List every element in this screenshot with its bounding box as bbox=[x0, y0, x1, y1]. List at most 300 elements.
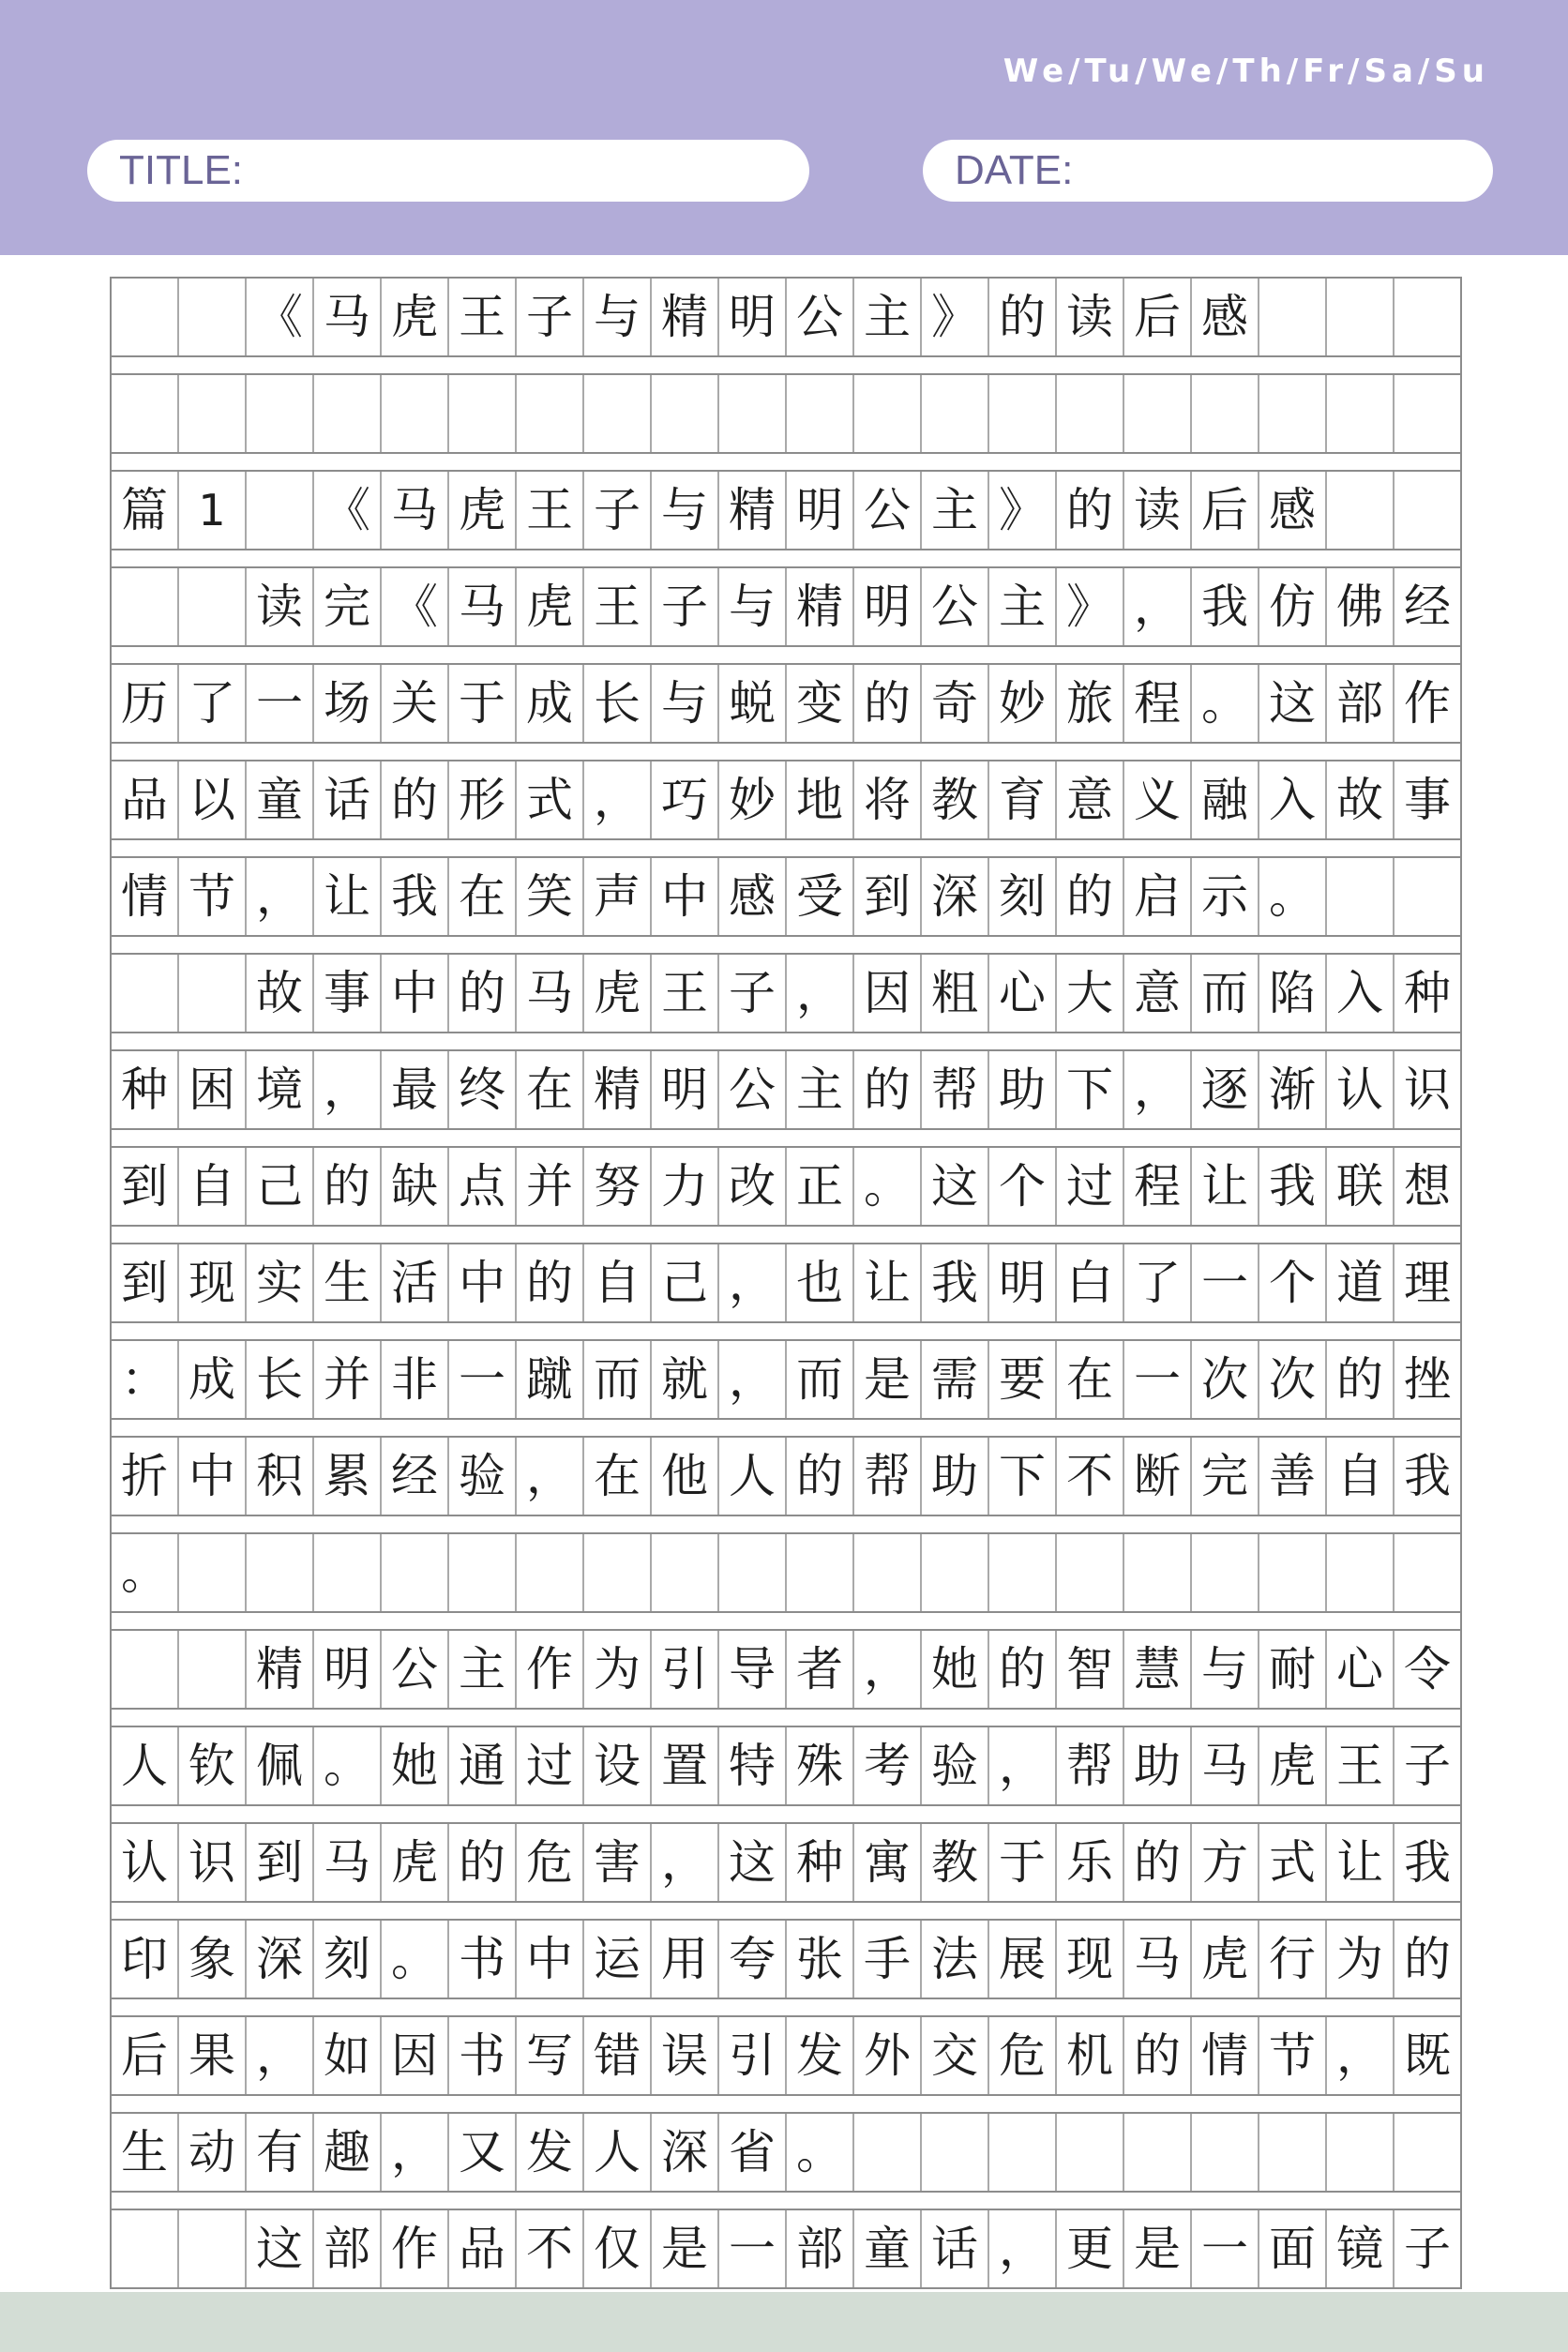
text-line bbox=[111, 471, 1461, 550]
grid-char: 马 bbox=[324, 290, 370, 344]
grid-char: ， bbox=[864, 1642, 911, 1696]
grid-char: 因 bbox=[391, 2028, 438, 2083]
grid-char: 《 bbox=[391, 580, 438, 634]
grid-char: 印 bbox=[121, 1932, 168, 1986]
grid-char: 的 bbox=[1066, 869, 1113, 924]
grid-char: 一 bbox=[256, 676, 303, 731]
grid-char: 设 bbox=[594, 1739, 641, 1793]
grid-char: 累 bbox=[324, 1449, 370, 1503]
grid-char: 中 bbox=[526, 1932, 573, 1986]
grid-char: 子 bbox=[729, 966, 776, 1020]
grid-char: 是 bbox=[864, 1352, 911, 1407]
grid-char: 发 bbox=[526, 2125, 573, 2179]
grid-char: 刻 bbox=[324, 1932, 370, 1986]
grid-char: 折 bbox=[121, 1449, 168, 1503]
grid-char: 运 bbox=[594, 1932, 641, 1986]
grid-char: 节 bbox=[1269, 2028, 1316, 2083]
grid-char: 的 bbox=[459, 966, 505, 1020]
grid-char: 教 bbox=[931, 1835, 978, 1890]
grid-char: 我 bbox=[1404, 1835, 1451, 1890]
grid-char: 省 bbox=[729, 2125, 776, 2179]
grid-char: ， bbox=[661, 1835, 708, 1890]
grid-char bbox=[246, 471, 313, 550]
grid-char: 读 bbox=[256, 580, 303, 634]
grid-char: 后 bbox=[1134, 290, 1181, 344]
grid-char: 写 bbox=[526, 2028, 573, 2083]
grid-char: 有 bbox=[256, 2125, 303, 2179]
grid-char: 活 bbox=[391, 1256, 438, 1310]
grid-char: 。 bbox=[391, 1932, 438, 1986]
grid-char: 特 bbox=[729, 1739, 776, 1793]
grid-char: ， bbox=[999, 2222, 1046, 2276]
grid-char: 虎 bbox=[391, 290, 438, 344]
grid-char: 王 bbox=[594, 580, 641, 634]
grid-char: 她 bbox=[931, 1642, 978, 1696]
grid-char: 我 bbox=[1269, 1159, 1316, 1214]
grid-char: 笑 bbox=[526, 869, 573, 924]
grid-char: 的 bbox=[324, 1159, 370, 1214]
grid-char: 公 bbox=[796, 290, 843, 344]
grid-char: 的 bbox=[1336, 1352, 1383, 1407]
grid-char: 子 bbox=[594, 483, 641, 537]
grid-char: 夸 bbox=[729, 1932, 776, 1986]
grid-char: 这 bbox=[729, 1835, 776, 1890]
grid-char: 的 bbox=[864, 676, 911, 731]
grid-char: 帮 bbox=[864, 1449, 911, 1503]
grid-char: 既 bbox=[1404, 2028, 1451, 2083]
grid-char: 力 bbox=[661, 1159, 708, 1214]
grid-char: 行 bbox=[1269, 1932, 1316, 1986]
grid-char: 明 bbox=[324, 1642, 370, 1696]
grid-char: 童 bbox=[864, 2222, 911, 2276]
grid-char: 事 bbox=[324, 966, 370, 1020]
grid-char: 历 bbox=[121, 676, 168, 731]
grid-char: 书 bbox=[459, 2028, 505, 2083]
grid-char: 到 bbox=[864, 869, 911, 924]
grid-char: 部 bbox=[324, 2222, 370, 2276]
grid-char: 虎 bbox=[526, 580, 573, 634]
grid-char: 妙 bbox=[729, 773, 776, 827]
grid-char: ， bbox=[391, 2125, 438, 2179]
text-line bbox=[111, 1437, 1461, 1515]
grid-char: ， bbox=[999, 1739, 1046, 1793]
grid-char: 断 bbox=[1134, 1449, 1181, 1503]
grid-char: 仿 bbox=[1269, 580, 1316, 634]
grid-char: 子 bbox=[661, 580, 708, 634]
grid-char: 与 bbox=[1201, 1642, 1248, 1696]
grid-char: 情 bbox=[1201, 2028, 1248, 2083]
grid-char: 让 bbox=[1336, 1835, 1383, 1890]
grid-char: ， bbox=[729, 1256, 776, 1310]
grid-char: 用 bbox=[661, 1932, 708, 1986]
grid-char: 程 bbox=[1134, 1159, 1181, 1214]
text-line bbox=[111, 1147, 1461, 1226]
grid-char: 虎 bbox=[594, 966, 641, 1020]
grid-char: 变 bbox=[796, 676, 843, 731]
grid-char: 作 bbox=[391, 2222, 438, 2276]
text-line bbox=[111, 278, 1461, 356]
grid-char: 品 bbox=[459, 2222, 505, 2276]
grid-char: 镜 bbox=[1336, 2222, 1383, 2276]
grid-char: 意 bbox=[1066, 773, 1113, 827]
grid-char: 粗 bbox=[931, 966, 978, 1020]
grid-char: 明 bbox=[999, 1256, 1046, 1310]
weekday-selector: We/Tu/We/Th/Fr/Sa/Su bbox=[1003, 53, 1489, 90]
grid-char: 与 bbox=[729, 580, 776, 634]
grid-char: 经 bbox=[1404, 580, 1451, 634]
grid-char: 想 bbox=[1404, 1159, 1451, 1214]
grid-char: 马 bbox=[459, 580, 505, 634]
grid-char: 就 bbox=[661, 1352, 708, 1407]
grid-char bbox=[111, 954, 178, 1033]
grid-char: 了 bbox=[188, 676, 235, 731]
grid-char: 大 bbox=[1066, 966, 1113, 1020]
text-line bbox=[111, 567, 1461, 646]
grid-char: 我 bbox=[1404, 1449, 1451, 1503]
grid-char: 在 bbox=[594, 1449, 641, 1503]
grid-char: 与 bbox=[661, 676, 708, 731]
grid-char: 马 bbox=[526, 966, 573, 1020]
grid-char: ， bbox=[1336, 2028, 1383, 2083]
grid-char: 帮 bbox=[931, 1063, 978, 1117]
grid-char: 的 bbox=[1066, 483, 1113, 537]
grid-char: 果 bbox=[188, 2028, 235, 2083]
grid-char: ， bbox=[256, 869, 303, 924]
text-line bbox=[111, 1823, 1461, 1902]
grid-char: 地 bbox=[796, 773, 843, 827]
text-line bbox=[111, 1630, 1461, 1709]
grid-char: 。 bbox=[1269, 869, 1316, 924]
grid-char: 马 bbox=[1134, 1932, 1181, 1986]
grid-char: 》 bbox=[1066, 580, 1113, 634]
grid-char: 蜕 bbox=[729, 676, 776, 731]
grid-char: 逐 bbox=[1201, 1063, 1248, 1117]
grid-char: 错 bbox=[594, 2028, 641, 2083]
grid-char: 事 bbox=[1404, 773, 1451, 827]
grid-char: 公 bbox=[391, 1642, 438, 1696]
grid-char: 慧 bbox=[1134, 1642, 1181, 1696]
grid-char: 故 bbox=[256, 966, 303, 1020]
grid-char bbox=[178, 2209, 246, 2288]
grid-char: 种 bbox=[796, 1835, 843, 1890]
title-label: TITLE: bbox=[119, 147, 244, 193]
grid-char: 明 bbox=[864, 580, 911, 634]
grid-char: 又 bbox=[459, 2125, 505, 2179]
grid-char: 示 bbox=[1201, 869, 1248, 924]
grid-char: 智 bbox=[1066, 1642, 1113, 1696]
grid-char: 主 bbox=[459, 1642, 505, 1696]
grid-char: 明 bbox=[796, 483, 843, 537]
grid-char: 需 bbox=[931, 1352, 978, 1407]
grid-char: 1 bbox=[198, 485, 226, 535]
grid-char: 我 bbox=[931, 1256, 978, 1310]
grid-char: 不 bbox=[1066, 1449, 1113, 1503]
grid-char: 认 bbox=[121, 1835, 168, 1890]
grid-char: 篇 bbox=[121, 483, 168, 537]
grid-char: 的 bbox=[796, 1449, 843, 1503]
grid-char: 的 bbox=[1134, 1835, 1181, 1890]
grid-char: 读 bbox=[1134, 483, 1181, 537]
grid-char: 陷 bbox=[1269, 966, 1316, 1020]
text-line bbox=[111, 2113, 1461, 2192]
grid-char: 入 bbox=[1336, 966, 1383, 1020]
grid-char: 虎 bbox=[391, 1835, 438, 1890]
grid-char: 仅 bbox=[594, 2222, 641, 2276]
grid-char: 一 bbox=[729, 2222, 776, 2276]
grid-char: 》 bbox=[931, 290, 978, 344]
grid-char: 公 bbox=[931, 580, 978, 634]
grid-char: 道 bbox=[1336, 1256, 1383, 1310]
grid-char: 》 bbox=[999, 483, 1046, 537]
grid-char: 现 bbox=[1066, 1932, 1113, 1986]
grid-char: 子 bbox=[1404, 2222, 1451, 2276]
grid-char: 法 bbox=[931, 1932, 978, 1986]
grid-char: ， bbox=[1134, 1063, 1181, 1117]
grid-char: 在 bbox=[459, 869, 505, 924]
grid-char: 识 bbox=[1404, 1063, 1451, 1117]
grid-char: 认 bbox=[1336, 1063, 1383, 1117]
grid-char: 深 bbox=[661, 2125, 708, 2179]
grid-char: 义 bbox=[1134, 773, 1181, 827]
text-line bbox=[111, 1340, 1461, 1419]
grid-char: 最 bbox=[391, 1063, 438, 1117]
grid-char: 为 bbox=[594, 1642, 641, 1696]
grid-char: 而 bbox=[594, 1352, 641, 1407]
grid-char: 子 bbox=[526, 290, 573, 344]
grid-char: 让 bbox=[864, 1256, 911, 1310]
grid-char: 感 bbox=[729, 869, 776, 924]
grid-char: 中 bbox=[391, 966, 438, 1020]
grid-char: 象 bbox=[188, 1932, 235, 1986]
grid-char: 让 bbox=[324, 869, 370, 924]
grid-char: 如 bbox=[324, 2028, 370, 2083]
grid-char: 己 bbox=[661, 1256, 708, 1310]
grid-char: 情 bbox=[121, 869, 168, 924]
grid-char: 为 bbox=[1336, 1932, 1383, 1986]
grid-char: 部 bbox=[1336, 676, 1383, 731]
grid-char: 感 bbox=[1269, 483, 1316, 537]
grid-char: 育 bbox=[999, 773, 1046, 827]
grid-char: 深 bbox=[256, 1932, 303, 1986]
grid-char: 自 bbox=[188, 1159, 235, 1214]
grid-char: 精 bbox=[796, 580, 843, 634]
grid-char: 置 bbox=[661, 1739, 708, 1793]
grid-char: 而 bbox=[1201, 966, 1248, 1020]
grid-char: 精 bbox=[729, 483, 776, 537]
grid-char: 启 bbox=[1134, 869, 1181, 924]
grid-char: 读 bbox=[1066, 290, 1113, 344]
grid-char: 通 bbox=[459, 1739, 505, 1793]
grid-char: 王 bbox=[526, 483, 573, 537]
grid-char: ， bbox=[526, 1449, 573, 1503]
grid-char: 王 bbox=[459, 290, 505, 344]
text-line bbox=[111, 374, 1461, 453]
grid-char: 后 bbox=[1201, 483, 1248, 537]
grid-char: 奇 bbox=[931, 676, 978, 731]
grid-char bbox=[111, 1630, 178, 1709]
grid-char: 非 bbox=[391, 1352, 438, 1407]
grid-char: 缺 bbox=[391, 1159, 438, 1214]
grid-char: ， bbox=[796, 966, 843, 1020]
grid-char: 渐 bbox=[1269, 1063, 1316, 1117]
grid-char: 主 bbox=[864, 290, 911, 344]
grid-char: 教 bbox=[931, 773, 978, 827]
grid-char: 实 bbox=[256, 1256, 303, 1310]
grid-char: 与 bbox=[661, 483, 708, 537]
grid-char: 白 bbox=[1066, 1256, 1113, 1310]
grid-char: 马 bbox=[324, 1835, 370, 1890]
grid-char: 这 bbox=[256, 2222, 303, 2276]
grid-char: 到 bbox=[256, 1835, 303, 1890]
grid-char: 场 bbox=[324, 676, 370, 731]
grid-char: 乐 bbox=[1066, 1835, 1113, 1890]
text-line bbox=[111, 857, 1461, 936]
grid-char: 方 bbox=[1201, 1835, 1248, 1890]
grid-char: 终 bbox=[459, 1063, 505, 1117]
grid-char: 完 bbox=[1201, 1449, 1248, 1503]
grid-char: 助 bbox=[931, 1449, 978, 1503]
grid-char: 的 bbox=[999, 290, 1046, 344]
text-line bbox=[111, 1244, 1461, 1322]
grid-char: 的 bbox=[1134, 2028, 1181, 2083]
grid-char: 明 bbox=[661, 1063, 708, 1117]
grid-char: 妙 bbox=[999, 676, 1046, 731]
grid-char: 正 bbox=[796, 1159, 843, 1214]
grid-char: 明 bbox=[729, 290, 776, 344]
grid-char: 中 bbox=[661, 869, 708, 924]
grid-char: 心 bbox=[1336, 1642, 1383, 1696]
grid-char: 个 bbox=[1269, 1256, 1316, 1310]
grid-char: 受 bbox=[796, 869, 843, 924]
grid-char: 马 bbox=[391, 483, 438, 537]
grid-char: 的 bbox=[459, 1835, 505, 1890]
grid-char: 点 bbox=[459, 1159, 505, 1214]
grid-char: 善 bbox=[1269, 1449, 1316, 1503]
grid-char: 童 bbox=[256, 773, 303, 827]
grid-char: 挫 bbox=[1404, 1352, 1451, 1407]
text-line bbox=[111, 1726, 1461, 1805]
grid-char: 是 bbox=[1134, 2222, 1181, 2276]
grid-char: 人 bbox=[121, 1739, 168, 1793]
grid-char: 过 bbox=[526, 1739, 573, 1793]
text-line bbox=[111, 664, 1461, 743]
grid-char: 公 bbox=[864, 483, 911, 537]
grid-char: 长 bbox=[594, 676, 641, 731]
grid-char: 发 bbox=[796, 2028, 843, 2083]
grid-char: 生 bbox=[121, 2125, 168, 2179]
grid-char: 考 bbox=[864, 1739, 911, 1793]
text-line bbox=[111, 1920, 1461, 1998]
text-line bbox=[111, 954, 1461, 1033]
grid-char: 话 bbox=[324, 773, 370, 827]
grid-char: 主 bbox=[931, 483, 978, 537]
grid-char: 王 bbox=[1336, 1739, 1383, 1793]
grid-char: 不 bbox=[526, 2222, 573, 2276]
grid-char: 展 bbox=[999, 1932, 1046, 1986]
grid-char: 人 bbox=[594, 2125, 641, 2179]
grid-char: 程 bbox=[1134, 676, 1181, 731]
grid-char: 刻 bbox=[999, 869, 1046, 924]
grid-char: 改 bbox=[729, 1159, 776, 1214]
date-label: DATE: bbox=[955, 147, 1074, 193]
grid-char: 己 bbox=[256, 1159, 303, 1214]
grid-char: 后 bbox=[121, 2028, 168, 2083]
grid-char: 因 bbox=[864, 966, 911, 1020]
grid-char: 精 bbox=[594, 1063, 641, 1117]
grid-char: 次 bbox=[1201, 1352, 1248, 1407]
grid-char: 虎 bbox=[1269, 1739, 1316, 1793]
grid-char: 困 bbox=[188, 1063, 235, 1117]
grid-char: 佩 bbox=[256, 1739, 303, 1793]
grid-char: 的 bbox=[526, 1256, 573, 1310]
grid-char: 并 bbox=[324, 1352, 370, 1407]
grid-char: 。 bbox=[121, 1545, 168, 1600]
grid-char: 《 bbox=[324, 483, 370, 537]
grid-char: 验 bbox=[459, 1449, 505, 1503]
grid-char: 让 bbox=[1201, 1159, 1248, 1214]
grid-char: 书 bbox=[459, 1932, 505, 1986]
grid-char: 主 bbox=[999, 580, 1046, 634]
grid-char: 一 bbox=[1201, 2222, 1248, 2276]
grid-char: 以 bbox=[188, 773, 235, 827]
grid-char: 一 bbox=[1201, 1256, 1248, 1310]
grid-char: 旅 bbox=[1066, 676, 1113, 731]
grid-char: 引 bbox=[729, 2028, 776, 2083]
grid-char: 害 bbox=[594, 1835, 641, 1890]
grid-char: 而 bbox=[796, 1352, 843, 1407]
grid-char: 式 bbox=[526, 773, 573, 827]
grid-char: 她 bbox=[391, 1739, 438, 1793]
grid-char: 帮 bbox=[1066, 1739, 1113, 1793]
grid-char: 作 bbox=[1404, 676, 1451, 731]
grid-char bbox=[111, 278, 178, 356]
grid-char: 的 bbox=[999, 1642, 1046, 1696]
grid-char: 机 bbox=[1066, 2028, 1113, 2083]
grid-char: 现 bbox=[188, 1256, 235, 1310]
grid-char bbox=[178, 954, 246, 1033]
grid-char: 《 bbox=[256, 290, 303, 344]
grid-char: 危 bbox=[526, 1835, 573, 1890]
grid-char bbox=[111, 567, 178, 646]
grid-char: 于 bbox=[999, 1835, 1046, 1890]
grid-char: ： bbox=[121, 1352, 168, 1407]
grid-char: 关 bbox=[391, 676, 438, 731]
grid-char: 虎 bbox=[1201, 1932, 1248, 1986]
text-line bbox=[111, 1050, 1461, 1129]
grid-char: 部 bbox=[796, 2222, 843, 2276]
grid-char: 动 bbox=[188, 2125, 235, 2179]
grid-char: 寓 bbox=[864, 1835, 911, 1890]
grid-char: 感 bbox=[1201, 290, 1248, 344]
grid-char: 的 bbox=[1404, 1932, 1451, 1986]
grid-char: 形 bbox=[459, 773, 505, 827]
footer-bar bbox=[0, 2292, 1568, 2352]
grid-char: 节 bbox=[188, 869, 235, 924]
grid-char: 联 bbox=[1336, 1159, 1383, 1214]
grid-char: 种 bbox=[1404, 966, 1451, 1020]
grid-char bbox=[178, 278, 246, 356]
grid-char: 也 bbox=[796, 1256, 843, 1310]
grid-char: 长 bbox=[256, 1352, 303, 1407]
grid-char: 虎 bbox=[459, 483, 505, 537]
grid-char: 引 bbox=[661, 1642, 708, 1696]
grid-char: 。 bbox=[864, 1159, 911, 1214]
grid-char: 积 bbox=[256, 1449, 303, 1503]
grid-char: 佛 bbox=[1336, 580, 1383, 634]
grid-char: 融 bbox=[1201, 773, 1248, 827]
grid-char: ， bbox=[324, 1063, 370, 1117]
grid-char: ， bbox=[1134, 580, 1181, 634]
